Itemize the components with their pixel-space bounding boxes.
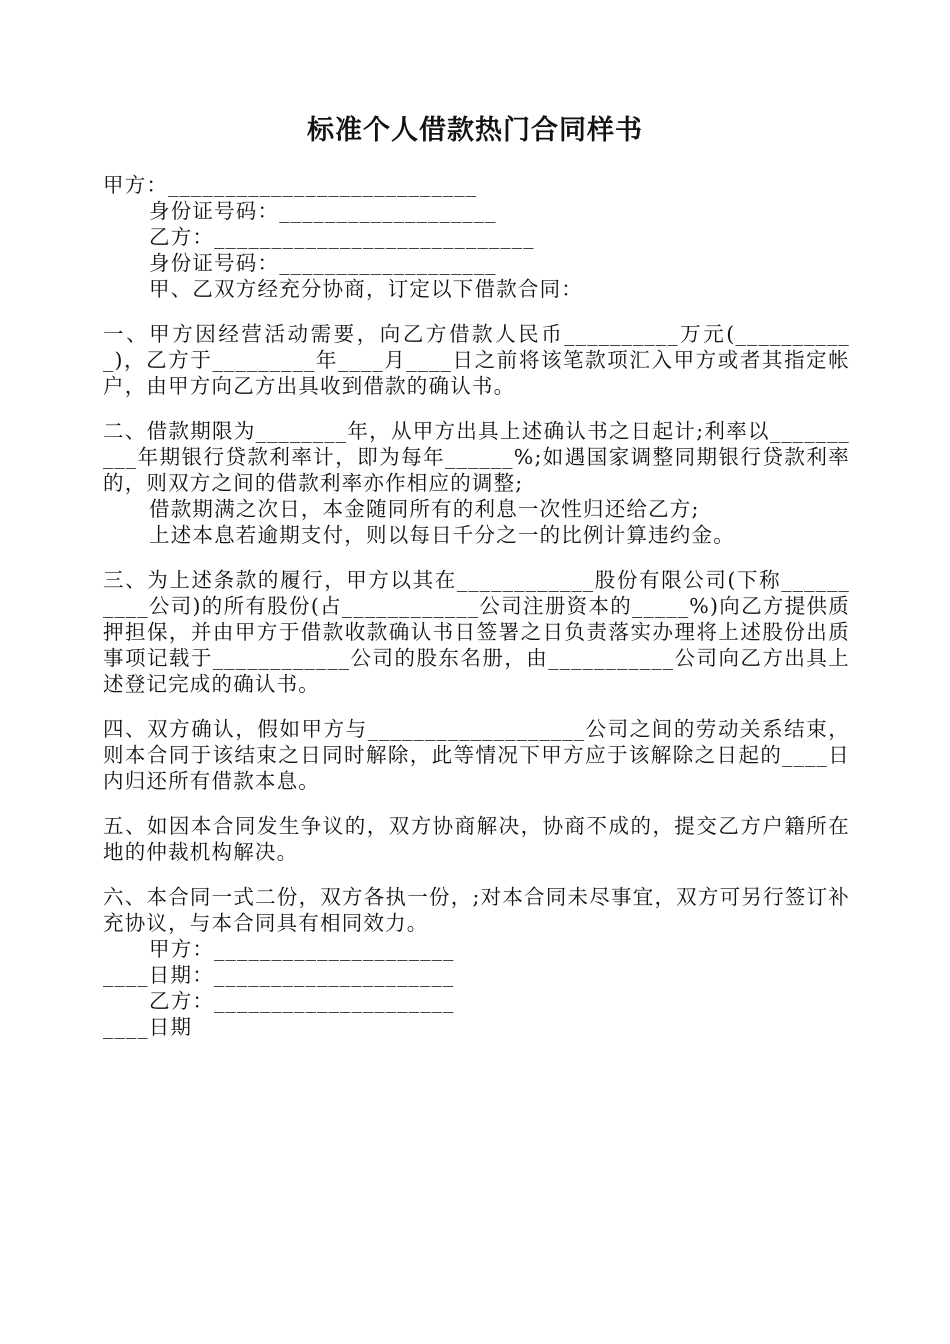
signature-party-a: 甲方：_____________________ [149,937,455,961]
clause-6: 六、本合同一式二份，双方各执一份，;对本合同未尽事宜，双方可另行签订补充协议，与本合同具有相同效力。 [103,885,850,935]
party-b-id-line: 身份证号码：___________________ [149,251,497,275]
clause-2-penalty: 上述本息若逾期支付，则以每日千分之一的比例计算违约金。 [149,523,735,547]
clause-4: 四、双方确认，假如甲方与___________________公司之间的劳动关系结束，则本合同于该结束之日同时解除，此等情况下甲方应于该解除之日起的____日内归还所有借款本息。 [103,717,850,793]
party-b-line: 乙方：____________________________ [149,225,535,249]
contract-body [103,172,850,1040]
party-a-id-line: 身份证号码：___________________ [149,199,497,223]
document-title: 标准个人借款热门合同样书 [307,115,643,146]
clause-1: 一、甲方因经营活动需要，向乙方借款人民币__________万元(___________)，乙方于_________年____月____日之前将该笔款项汇入甲方或者其指定帐户，由甲方向乙方出具收到借款的确认书。 [103,322,850,398]
clause-2: 二、借款期限为________年，从甲方出具上述确认书之日起计;利率以__________年期银行贷款利率计，即为每年______%;如遇国家调整同期银行贷款利率的，则双方之间的借款利率亦作相应的调整; [103,419,850,495]
clause-3: 三、为上述条款的履行，甲方以其在____________股份有限公司(下称__________公司)的所有股份(占____________公司注册资本的_____%)向乙方提供质押担保，并由甲方于借款收款确认书日签署之日负责落实办理将上述股份出质事项记载于____________公司的股东名册，由___________公司向乙方出具上述登记完成的确认书。 [103,568,850,696]
signature-party-b: 乙方：_____________________ [149,989,455,1013]
clause-5: 五、如因本合同发生争议的，双方协商解决，协商不成的，提交乙方户籍所在地的仲裁机构解决。 [103,814,850,864]
party-a-line: 甲方：___________________________ [103,173,478,197]
preamble-line: 甲、乙双方经充分协商，订定以下借款合同： [149,277,583,301]
signature-date-a: ____日期：_____________________ [103,963,455,987]
signature-date-b: ____日期 [103,1015,193,1039]
clause-2-repayment: 借款期满之次日，本金随同所有的利息一次性归还给乙方; [149,497,700,521]
